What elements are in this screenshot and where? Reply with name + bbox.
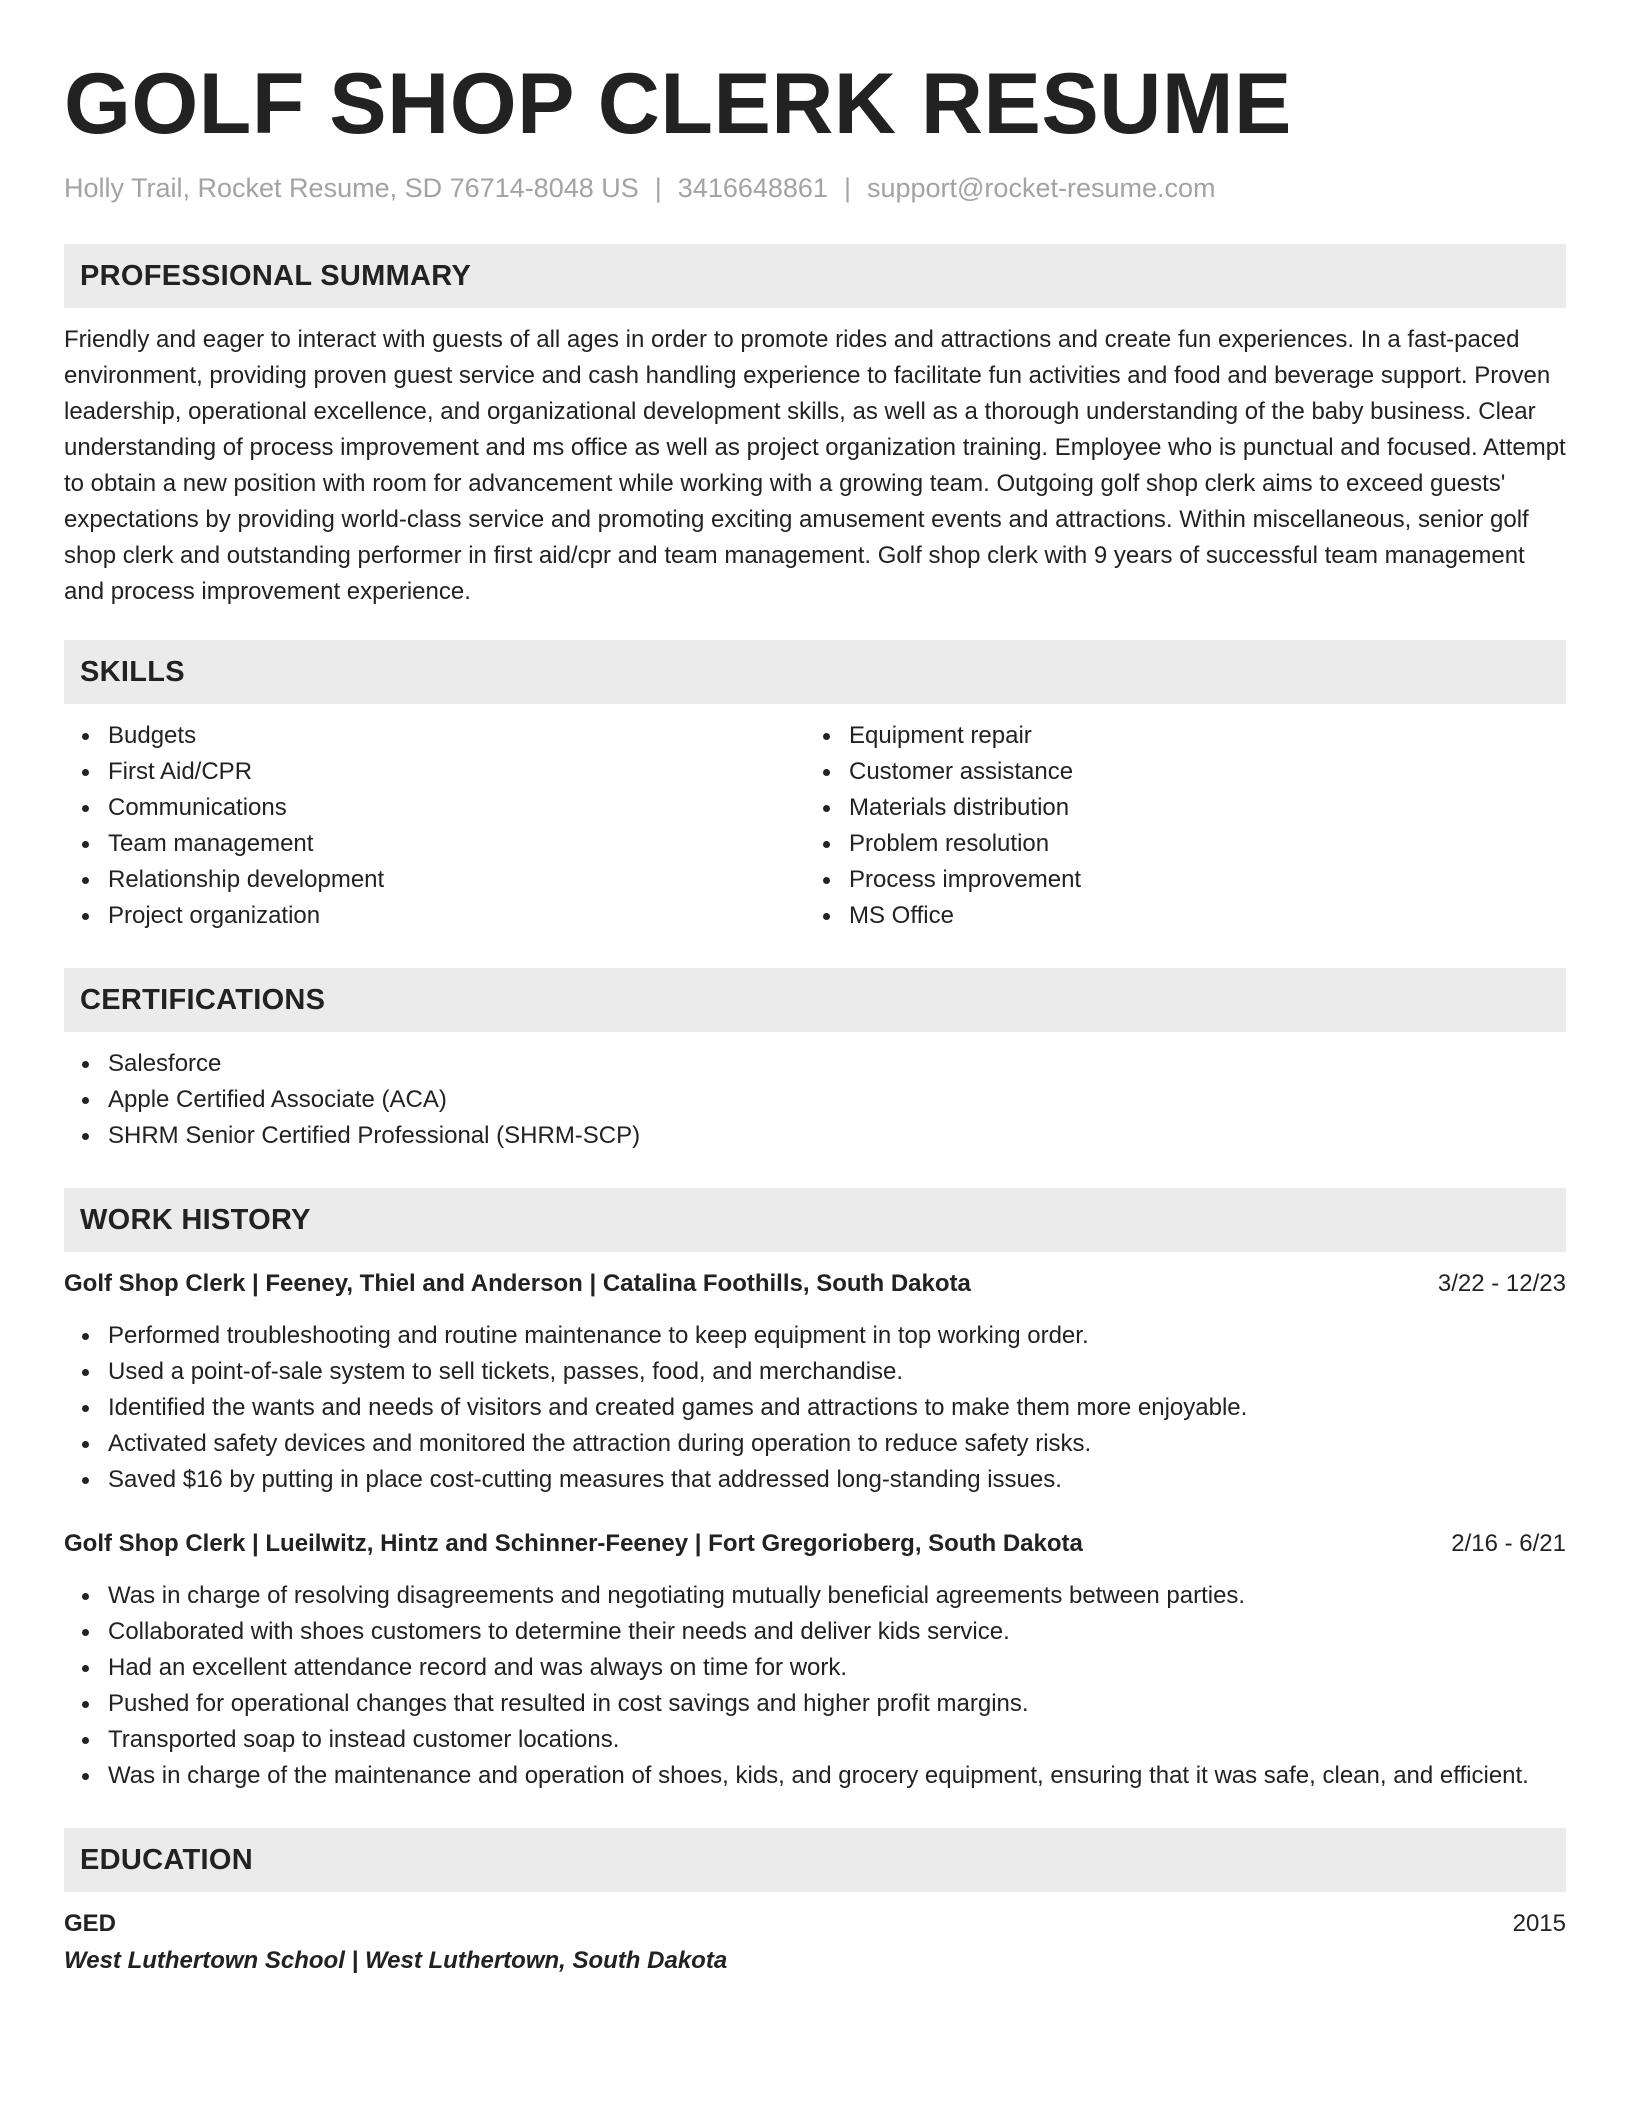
section-heading-skills: SKILLS [64,640,1566,704]
job-bullet: Transported soap to instead customer locations. [108,1722,1566,1758]
job-bullet: Activated safety devices and monitored the attraction during operation to reduce safety risks. [108,1426,1566,1462]
skill-item: Customer assistance [849,754,1546,790]
section-heading-certifications: CERTIFICATIONS [64,968,1566,1032]
skill-item: Relationship development [108,862,805,898]
job-bullets [64,1318,1566,1498]
skills-column-right [805,718,1546,934]
contact-phone: 3416648861 [677,173,828,203]
job-bullet: Saved $16 by putting in place cost-cutting measures that addressed long-standing issues. [108,1462,1566,1498]
skill-item: Materials distribution [849,790,1546,826]
certification-item: Apple Certified Associate (ACA) [108,1082,1566,1118]
skill-item: Communications [108,790,805,826]
job-bullet: Performed troubleshooting and routine maintenance to keep equipment in top working order. [108,1318,1566,1354]
summary-text: Friendly and eager to interact with guests of all ages in order to promote rides and attractions and create fun experiences. In a fast-paced environment, providing proven guest service and cash handling experience to facilitate fun activities and food and beverage support. Proven leadership, operational excellence, and organizational development skills, as well as a thorough understanding of the baby business. Clear understanding of process improvement and ms office as well as project organization training. Employee who is punctual and focused. Attempt to obtain a new position with room for advancement while working with a growing team. Outgoing golf shop clerk aims to exceed guests' expectations by providing world-class service and promoting exciting amusement events and attractions. Within miscellaneous, senior golf shop clerk and outstanding performer in first aid/cpr and team management. Golf shop clerk with 9 years of successful team management and process improvement experience. [64,326,1566,605]
job-bullet: Pushed for operational changes that resulted in cost savings and higher profit margins. [108,1686,1566,1722]
skill-item: Equipment repair [849,718,1546,754]
job-dates: 2/16 - 6/21 [1451,1530,1566,1557]
job-dates: 3/22 - 12/23 [1437,1270,1566,1297]
skill-item: Process improvement [849,862,1546,898]
skill-item: MS Office [849,898,1546,934]
skill-item: First Aid/CPR [108,754,805,790]
education-degree: GED [64,1910,117,1937]
education-year: 2015 [1512,1910,1566,1937]
job-bullets [64,1578,1566,1794]
contact-address: Holly Trail, Rocket Resume, SD 76714-8048 US [64,173,639,203]
job-header [64,1266,1566,1302]
job-bullet: Was in charge of resolving disagreements and negotiating mutually beneficial agreements between parties. [108,1578,1566,1614]
contact-separator: | [843,173,851,203]
resume-page [64,48,1566,1980]
section-heading-summary: PROFESSIONAL SUMMARY [64,244,1566,308]
skill-item: Budgets [108,718,805,754]
job-header [64,1526,1566,1562]
contact-separator: | [654,173,662,203]
contact-email: support@rocket-resume.com [866,173,1216,203]
certifications-list [64,1046,1566,1154]
job-bullet: Collaborated with shoes customers to determine their needs and deliver kids service. [108,1614,1566,1650]
skill-item: Project organization [108,898,805,934]
job-bullet: Had an excellent attendance record and was always on time for work. [108,1650,1566,1686]
resume-title: GOLF SHOP CLERK RESUME [64,56,1292,152]
skill-item: Problem resolution [849,826,1546,862]
job-bullet: Was in charge of the maintenance and operation of shoes, kids, and grocery equipment, ensuring that it was safe, clean, and efficient. [108,1758,1566,1794]
skills-column-left [64,718,805,934]
section-heading-education: EDUCATION [64,1828,1566,1892]
certification-item: SHRM Senior Certified Professional (SHRM-SCP) [108,1118,1566,1154]
job-bullet: Identified the wants and needs of visitors and created games and attractions to make them more enjoyable. [108,1390,1566,1426]
contact-line [64,170,1566,206]
job-title: Golf Shop Clerk | Feeney, Thiel and Anderson | Catalina Foothills, South Dakota [64,1270,971,1297]
job-bullet: Used a point-of-sale system to sell tickets, passes, food, and merchandise. [108,1354,1566,1390]
section-heading-work-history: WORK HISTORY [64,1188,1566,1252]
skill-item: Team management [108,826,805,862]
education-header [64,1906,1566,1942]
skills-grid [64,718,1566,934]
job-title: Golf Shop Clerk | Lueilwitz, Hintz and Schinner-Feeney | Fort Gregorioberg, South Dakota [64,1530,1083,1557]
education-school: West Luthertown School | West Luthertown, South Dakota [64,1947,728,1974]
certification-item: Salesforce [108,1046,1566,1082]
